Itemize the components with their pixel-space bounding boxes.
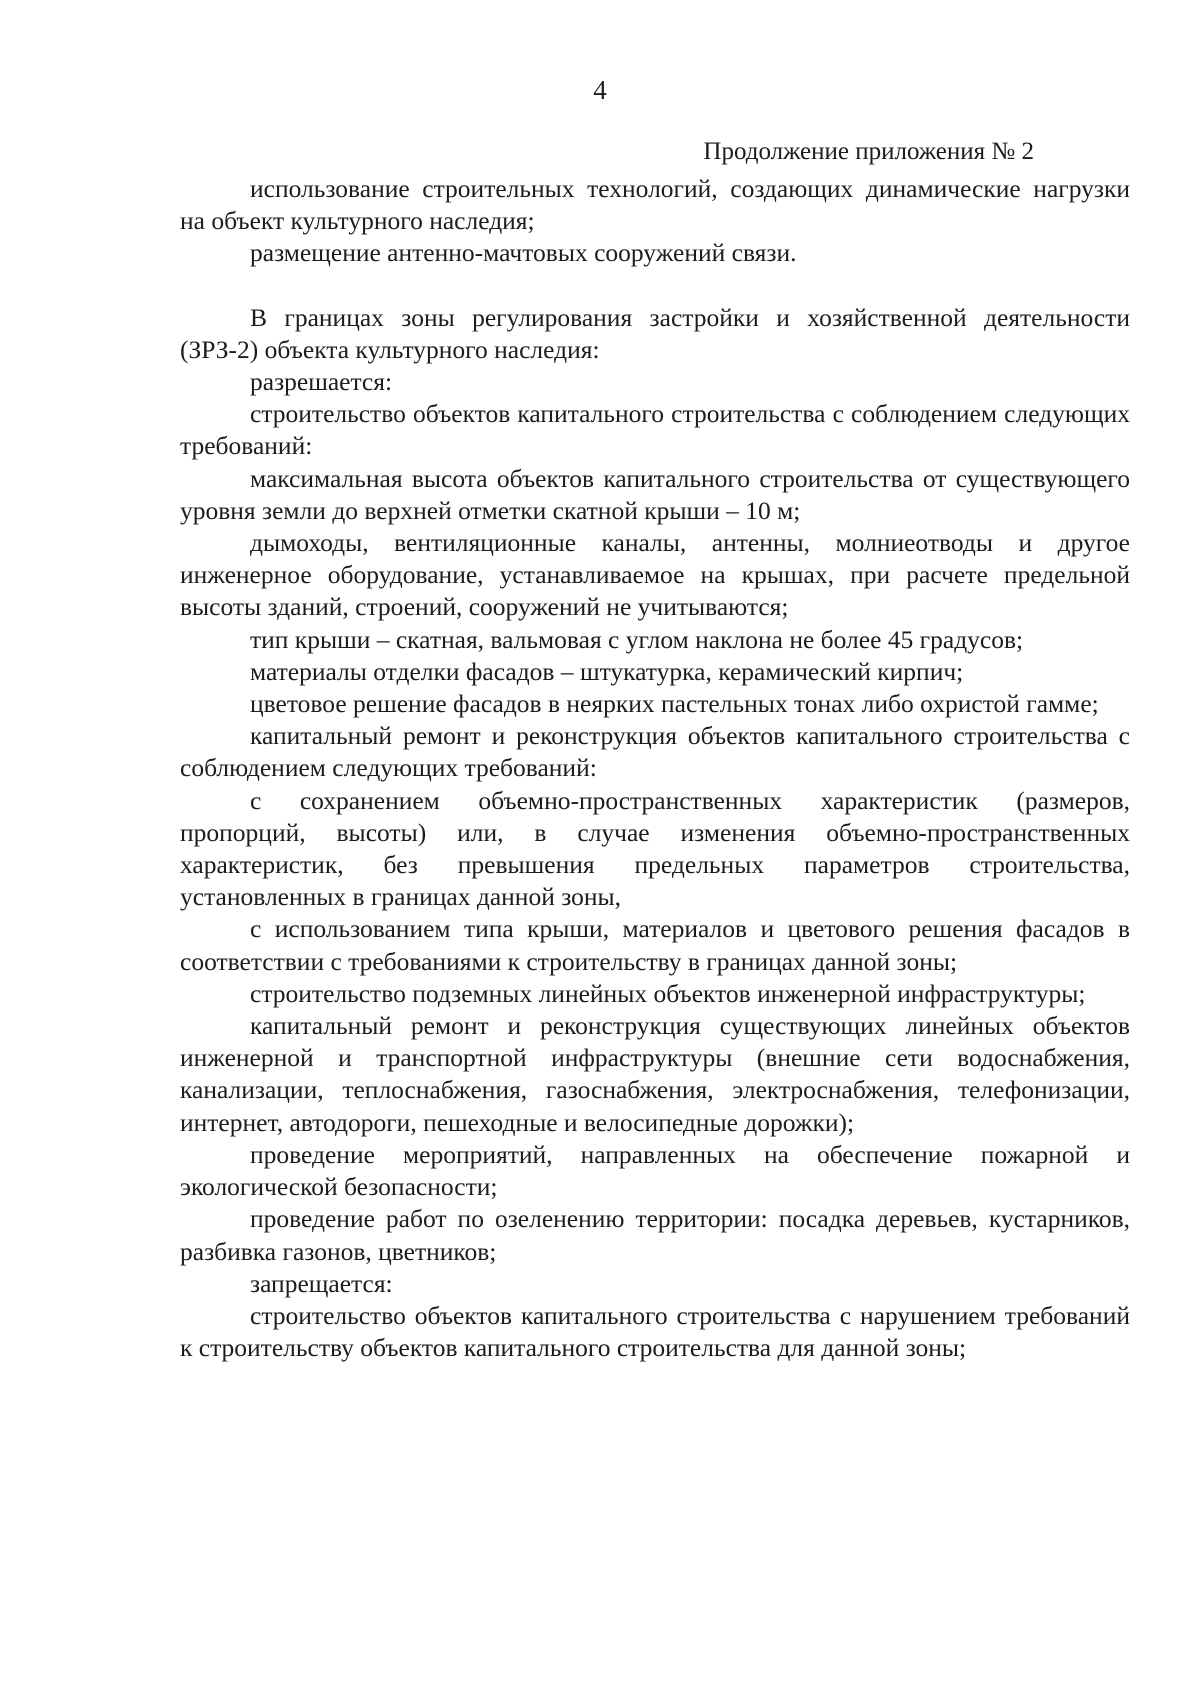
paragraph: с использованием типа крыши, материалов и цветового решения фасадов в соответствии с требованиями к строительству в границах данной зоны; bbox=[180, 914, 1130, 976]
paragraph: запрещается: bbox=[250, 1268, 393, 1298]
paragraph: размещение антенно-мачтовых сооружений связи. bbox=[250, 238, 797, 268]
paragraph: использование строительных технологий, создающих динамические нагрузки на объект культурного наследия; bbox=[180, 174, 1130, 236]
paragraph: строительство объектов капитального строительства с нарушением требований к строительству объектов капитального строительства для данной зоны; bbox=[180, 1300, 1130, 1363]
paragraph: капитальный ремонт и реконструкция существующих линейных объектов инженерной и транспортной инфраструктуры (внешние сети водоснабжения, канализации, теплоснабжения, газоснабжения, электроснабжения, телефонизации, интернет, автодороги, пешеходные и велосипедные дорожки); bbox=[180, 1011, 1130, 1137]
paragraph: капитальный ремонт и реконструкция объектов капитального строительства с соблюдением следующих требований: bbox=[180, 721, 1130, 783]
paragraph: тип крыши – скатная, вальмовая с углом наклона не более 45 градусов; bbox=[250, 624, 1024, 654]
paragraph: проведение мероприятий, направленных на обеспечение пожарной и экологической безопасности; bbox=[180, 1139, 1130, 1202]
paragraph: материалы отделки фасадов – штукатурка, керамический кирпич; bbox=[250, 656, 964, 686]
document-body bbox=[180, 173, 1130, 1364]
paragraph: цветовое решение фасадов в неярких пастельных тонах либо охристой гамме; bbox=[250, 689, 1099, 719]
paragraph: строительство подземных линейных объектов инженерной инфраструктуры; bbox=[250, 978, 1086, 1008]
paragraph: с сохранением объемно-пространственных характеристик (размеров, пропорций, высоты) или, в случае изменения объемно-пространственных характеристик, без превышения предельных параметров строительства, установленных в границах данной зоны, bbox=[180, 785, 1130, 912]
page-number: 4 bbox=[593, 75, 607, 105]
section-heading-paragraph: В границах зоны регулирования застройки и хозяйственной деятельности (ЗРЗ-2) объекта культурного наследия: bbox=[180, 302, 1130, 364]
paragraph: максимальная высота объектов капитального строительства от существующего уровня земли до верхней отметки скатной крыши – 10 м; bbox=[180, 463, 1130, 525]
paragraph: разрешается: bbox=[250, 367, 393, 397]
paragraph: проведение работ по озеленению территории: посадка деревьев, кустарников, разбивка газонов, цветников; bbox=[180, 1204, 1130, 1266]
appendix-continuation-label: Продолжение приложения № 2 bbox=[703, 138, 1034, 165]
paragraph: строительство объектов капитального строительства с соблюдением следующих требований: bbox=[180, 399, 1130, 461]
paragraph: дымоходы, вентиляционные каналы, антенны, молниеотводы и другое инженерное оборудование, устанавливаемое на крышах, при расчете предельной высоты зданий, строений, сооружений не учитываются; bbox=[180, 528, 1130, 622]
